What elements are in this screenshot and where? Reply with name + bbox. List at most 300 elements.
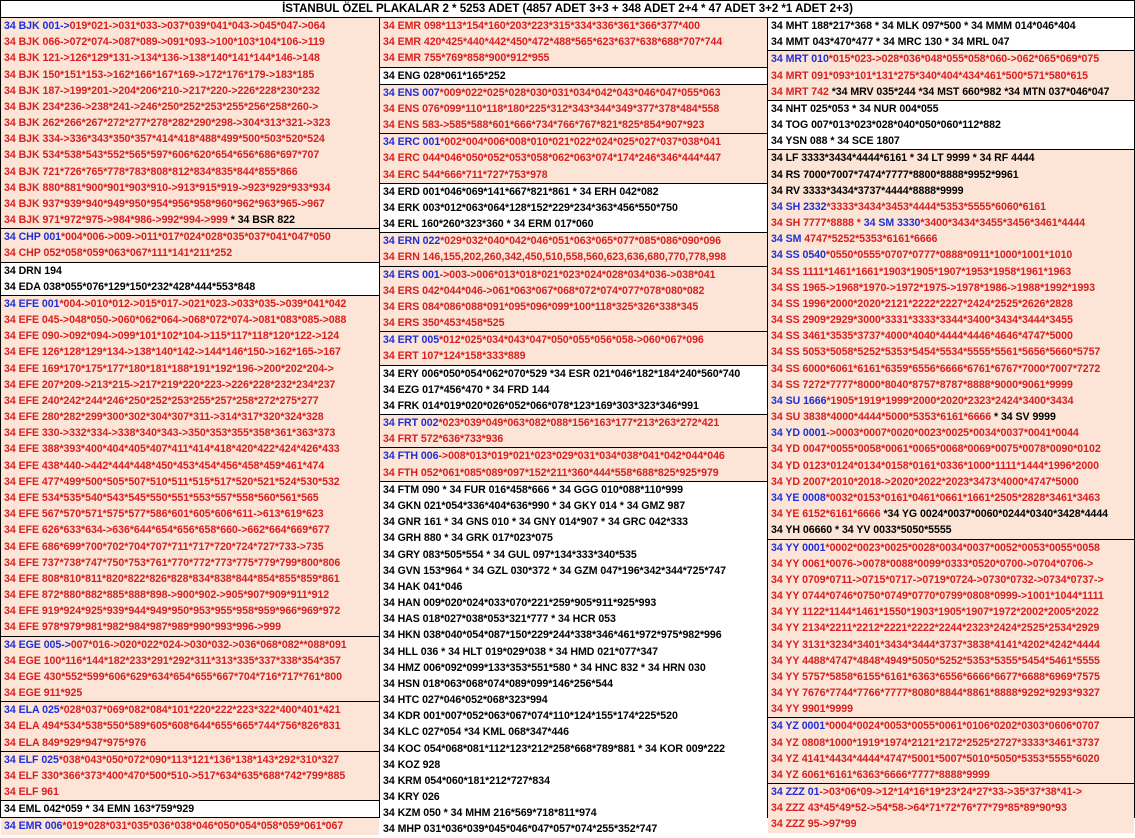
- plate-line: [1, 801, 379, 817]
- plate-numbers: *34 YG 0024*0037*0060*0244*0340*3428*4444: [880, 508, 1109, 521]
- plate-group: [380, 267, 767, 333]
- plate-line: [1, 441, 379, 457]
- plate-numbers: 34 KDR 001*007*052*063*067*074*110*124*155*174*225*520: [383, 710, 678, 723]
- plate-numbers: 34 ERC 044*046*050*052*053*058*062*063*074*174*246*346*444*447: [383, 152, 721, 165]
- plate-line: [1, 296, 379, 312]
- plate-numbers: 34 LF 3333*3434*4444*6161 * 34 LT 9999 * 34 RF 4444: [771, 152, 1035, 165]
- plate-numbers: 34 RS 7000*7007*7474*7777*8800*8888*9952*9961: [771, 168, 1019, 181]
- plate-group: [1, 637, 379, 703]
- plate-line: [768, 18, 1134, 34]
- plate-line: [380, 348, 767, 364]
- plate-group: [380, 85, 767, 135]
- plate-line: [380, 741, 767, 757]
- plate-line: [1, 653, 379, 669]
- plate-numbers: 34 YY 4488*4747*4848*4949*5050*5252*5353*5355*5454*5461*5555: [771, 654, 1100, 667]
- plate-line: [380, 773, 767, 789]
- plate-numbers: 34 ELF 330*366*373*400*470*500*510->517*634*635*688*742*799*885: [4, 769, 346, 782]
- plate-numbers: 34 FTH 052*061*085*089*097*152*211*360*444*558*688*825*925*979: [383, 466, 719, 479]
- plate-line: [380, 821, 767, 837]
- plate-line: [768, 264, 1134, 280]
- plate-line: [768, 718, 1134, 734]
- plate-line: [380, 660, 767, 676]
- plate-group: [380, 482, 767, 838]
- plate-line: [768, 312, 1134, 328]
- plate-numbers: 34 EGE 911*925: [4, 687, 83, 700]
- plate-line: [380, 68, 767, 84]
- plate-numbers: 34 EFE 388*393*400*404*405*407*411*414*418*420*422*424*426*433: [4, 443, 340, 456]
- plate-line: [768, 231, 1134, 247]
- plate-line: [768, 101, 1134, 117]
- plate-numbers: 34 HLL 036 * 34 HLT 019*029*038 * 34 HMD 021*077*347: [383, 645, 658, 658]
- plate-key: 34 FRT 002: [383, 417, 439, 430]
- plate-numbers: 34 YD 2007*2010*2018->2020*2022*2023*3473*4000*4747*5000: [771, 475, 1079, 488]
- plate-line: [380, 757, 767, 773]
- plate-numbers: 34 GRY 083*505*554 * 34 GUL 097*134*333*340*535: [383, 548, 637, 561]
- plate-numbers: 34 YSN 088 * 34 SCE 1807: [771, 135, 900, 148]
- plate-line: [768, 588, 1134, 604]
- plate-line: [1, 393, 379, 409]
- plate-line: [380, 431, 767, 447]
- plate-line: [1, 131, 379, 147]
- plate-numbers: 34 YY 7676*7744*7766*7777*8080*8844*8861*8888*9292*9293*9327: [771, 687, 1100, 700]
- plate-group: [1, 752, 379, 802]
- plate-numbers: 34 FRT 572*636*733*936: [383, 433, 504, 446]
- plate-line: [768, 328, 1134, 344]
- plate-numbers: 4747*5252*5353*6161*6666: [801, 233, 938, 246]
- plate-group: [1, 229, 379, 262]
- plate-line: [768, 474, 1134, 490]
- plate-line: [1, 818, 379, 834]
- plate-group: [1, 296, 379, 637]
- plate-line: [380, 398, 767, 414]
- plate-line: [1, 637, 379, 653]
- plate-numbers: *34 MRV 035*244 *34 MST 660*982 *34 MTN 037*046*047: [828, 85, 1110, 98]
- plate-numbers: 34 BJK 334->336*343*350*357*414*418*488*499*500*503*520*524: [4, 133, 325, 146]
- plate-numbers: 34 EFE 477*499*500*505*507*510*511*515*517*520*521*524*530*532: [4, 475, 340, 488]
- plate-numbers: 34 YY 0061*0076->0078*0088*0099*0333*0520*0700->0704*0706->: [771, 557, 1094, 570]
- plate-numbers: 34 YD 0123*0124*0134*0158*0161*0336*1000*1111*1444*1996*2000: [771, 459, 1099, 472]
- plate-numbers: 34 ENG 028*061*165*252: [383, 69, 506, 82]
- column-2: [380, 18, 768, 836]
- plate-line: [1, 263, 379, 279]
- plate-line: [1, 571, 379, 587]
- plate-numbers: 34 SS 6000*6061*6161*6359*6556*6666*6761*6767*7000*7007*7272: [771, 362, 1101, 375]
- plate-numbers: 34 HMZ 006*092*099*133*353*551*580 * 34 HNC 832 * 34 HRN 030: [383, 661, 706, 674]
- plate-numbers: 34 EFE 090->092*094->099*101*102*104->115*117*118*120*122->124: [4, 330, 340, 343]
- plate-numbers: 34 EGE 100*116*144*182*233*291*292*311*313*335*337*338*354*357: [4, 654, 341, 667]
- plate-numbers: 34 YY 9901*9999: [771, 703, 853, 716]
- plate-numbers: 34 SS 7272*7777*8000*8040*8757*8787*8888*9000*9061*9999: [771, 378, 1073, 391]
- plate-line: [768, 604, 1134, 620]
- plate-line: [380, 595, 767, 611]
- plate-group: [380, 366, 767, 416]
- plate-numbers: 34 GNR 161 * 34 GNS 010 * 34 GNY 014*907 * 34 GRC 042*333: [383, 516, 688, 529]
- plate-numbers: 34 EFE 808*810*811*820*822*826*828*834*838*844*854*855*859*861: [4, 572, 340, 585]
- plate-numbers: 34 HAK 041*046: [383, 580, 463, 593]
- plate-line: [768, 150, 1134, 166]
- plate-line: [768, 441, 1134, 457]
- plate-numbers: 34 GKN 021*054*336*404*636*990 * 34 GKY 014 * 34 GMZ 987: [383, 499, 686, 512]
- plate-numbers: 34 EFE 126*128*129*134->138*140*142->144*146*150->162*165->167: [4, 346, 341, 359]
- plate-numbers: 34 SS 3461*3535*3737*4000*4040*4444*4446*4646*4747*5000: [771, 330, 1073, 343]
- plate-line: [768, 751, 1134, 767]
- plate-numbers: 34 ERS 350*453*458*525: [383, 317, 505, 330]
- plate-numbers: 34 HKN 038*040*054*087*150*229*244*338*346*461*972*975*982*996: [383, 629, 722, 642]
- plate-line: [380, 644, 767, 660]
- plate-numbers: 34 EFE 872*880*882*885*888*898->900*902->905*907*909*911*912: [4, 589, 330, 602]
- plate-numbers: ->008*013*019*021*023*029*031*034*038*041*042*044*046: [438, 450, 725, 463]
- plate-line: [768, 800, 1134, 816]
- plate-key: 34 EGE 005->: [4, 638, 71, 651]
- plate-line: [1, 458, 379, 474]
- plate-numbers: 34 RV 3333*3434*3737*4444*8888*9999: [771, 184, 964, 197]
- plate-line: [380, 498, 767, 514]
- plate-numbers: 34 FRK 014*019*020*026*052*066*078*123*169*303*323*346*991: [383, 399, 699, 412]
- plate-numbers: 34 EFE 045->048*050->060*062*064->068*072*074->081*083*085->088: [4, 314, 347, 327]
- plate-line: [768, 215, 1134, 231]
- plate-group: [768, 540, 1134, 719]
- plate-line: [768, 767, 1134, 783]
- plate-group: [768, 101, 1134, 151]
- plate-line: [768, 816, 1134, 832]
- plate-line: [1, 344, 379, 360]
- plate-line: [1, 164, 379, 180]
- plate-line: [380, 415, 767, 431]
- plate-line: [768, 685, 1134, 701]
- plate-numbers: 34 EMR 420*425*440*442*450*472*488*565*623*637*638*688*707*744: [383, 36, 723, 49]
- plate-numbers: 34 MRT 091*093*101*131*275*340*404*434*461*500*571*580*615: [771, 69, 1088, 82]
- plate-numbers: 34 EFE 330->332*334->338*340*343->350*353*355*358*361*363*373: [4, 427, 336, 440]
- plate-line: [768, 199, 1134, 215]
- plate-numbers: 34 EFE 280*282*299*300*302*304*307*311->314*317*320*324*328: [4, 411, 324, 424]
- plate-numbers: 34 ERS 084*086*088*091*095*096*099*100*118*325*326*338*345: [383, 300, 699, 313]
- plate-numbers: 34 YH 06660 * 34 YV 0033*5050*5555: [771, 524, 952, 537]
- plate-numbers: 34 BJK 234*236->238*241->246*250*252*253*255*256*258*260->: [4, 100, 319, 113]
- plate-numbers: 34 BJK 534*538*543*552*565*597*606*620*654*656*686*697*707: [4, 149, 320, 162]
- plate-numbers: 34 CHP 052*058*059*063*067*111*141*211*252: [4, 247, 233, 260]
- plate-numbers: *3333*3434*3453*4444*5353*5555*6060*6161: [826, 200, 1046, 213]
- plate-group: [380, 448, 767, 481]
- plate-numbers: 34 YZ 0808*1000*1919*1974*2121*2172*2525*2727*3333*3461*3737: [771, 736, 1100, 749]
- plate-numbers: 34 ENS 076*099*110*118*180*225*312*343*344*349*377*378*484*558: [383, 102, 720, 115]
- plate-line: [768, 735, 1134, 751]
- plate-numbers: 34 TOG 007*013*023*028*040*050*060*112*882: [771, 119, 1001, 132]
- plate-key: 34 EFE 001: [4, 297, 60, 310]
- plate-line: [768, 556, 1134, 572]
- plate-line: [380, 805, 767, 821]
- plate-line: [768, 377, 1134, 393]
- plate-numbers: 34 ELA 849*929*947*975*976: [4, 736, 147, 749]
- plate-numbers: *004*006->009->011*017*024*028*035*037*041*047*050: [61, 231, 331, 244]
- plate-numbers: 34 EFE 240*242*244*246*250*252*253*255*257*258*272*275*277: [4, 394, 319, 407]
- plate-line: [1, 245, 379, 261]
- plate-line: [380, 167, 767, 183]
- plate-key: 34 ERS 001: [383, 268, 440, 281]
- plate-line: [1, 83, 379, 99]
- plate-numbers: 34 ERC 544*666*711*727*753*978: [383, 168, 548, 181]
- plate-numbers: 34 EFE 207*209->213*215->217*219*220*223->226*228*232*234*237: [4, 378, 336, 391]
- plate-numbers: 34 YY 2134*2211*2212*2221*2222*2244*2323*2424*2525*2534*2929: [771, 622, 1100, 635]
- plate-numbers: 34 ERN 146,155,202,260,342,450,510,558,560,623,636,680,770,778,998: [383, 251, 727, 264]
- plate-numbers: 34 BJK 066->072*074->087*089->091*093->100*103*104*106->119: [4, 36, 325, 49]
- plate-line: [380, 382, 767, 398]
- plate-line: [1, 67, 379, 83]
- plate-group: [768, 150, 1134, 539]
- plate-numbers: 34 EML 042*059 * 34 EMN 163*759*929: [4, 803, 195, 816]
- plate-numbers: 34 HAS 018*027*038*053*321*777 * 34 HCR 053: [383, 613, 616, 626]
- plate-line: [768, 393, 1134, 409]
- plate-line: [1, 555, 379, 571]
- plate-numbers: *029*032*040*042*046*051*063*065*077*085*086*090*096: [440, 235, 721, 248]
- plate-numbers: 34 YY 3131*3234*3401*3434*3444*3737*3838*4141*4202*4242*4444: [771, 638, 1100, 651]
- plate-line: [768, 133, 1134, 149]
- plate-numbers: 34 EFE 567*570*571*575*577*586*601*605*606*611->613*619*623: [4, 508, 324, 521]
- plate-key: 34 ERC 001: [383, 136, 441, 149]
- plate-line: [380, 117, 767, 133]
- plate-numbers: 34 SH 7777*8888 *: [771, 217, 864, 230]
- plate-line: [380, 676, 767, 692]
- plate-numbers: 34 KZM 050 * 34 MHM 216*569*718*811*974: [383, 807, 597, 820]
- plate-key: 34 ENS 007: [383, 86, 440, 99]
- plate-line: [1, 425, 379, 441]
- plate-line: [768, 637, 1134, 653]
- plate-line: [380, 50, 767, 66]
- plate-numbers: ->003->006*013*018*021*023*024*028*034*036->038*041: [439, 268, 716, 281]
- plate-line: [380, 724, 767, 740]
- plate-line: [1, 685, 379, 701]
- plate-numbers: 34 BJK 721*726*765*778*783*808*812*834*835*844*855*866: [4, 165, 298, 178]
- plate-line: [380, 249, 767, 265]
- page-title: İSTANBUL ÖZEL PLAKALAR 2 * 5253 ADET (4857 ADET 3+3 + 348 ADET 2+4 * 47 ADET 3+2 *1 ADET 2+3): [1, 1, 1134, 18]
- plate-numbers: 34 ZZZ 95->97*99: [771, 818, 857, 831]
- plate-numbers: 34 YY 5757*5858*6155*6161*6363*6556*6666*6677*6688*6969*7575: [771, 670, 1100, 683]
- plate-line: [380, 299, 767, 315]
- plate-line: [1, 312, 379, 328]
- plate-numbers: 34 NHT 025*053 * 34 NUR 004*055: [771, 102, 939, 115]
- plate-numbers: 34 YE 6152*6161*6666: [771, 508, 881, 521]
- plate-line: [1, 735, 379, 751]
- plate-line: [768, 51, 1134, 67]
- plate-numbers: 34 HAN 009*020*024*033*070*221*259*905*911*925*993: [383, 597, 657, 610]
- plate-group: [768, 718, 1134, 784]
- plate-line: [768, 572, 1134, 588]
- plate-numbers: 34 SS 2909*2929*3000*3331*3333*3344*3400*3434*3444*3455: [771, 314, 1073, 327]
- plate-line: [380, 283, 767, 299]
- plate-line: [380, 448, 767, 464]
- plate-line: [380, 366, 767, 382]
- plate-line: [768, 409, 1134, 425]
- plate-line: [1, 702, 379, 718]
- plate-line: [768, 522, 1134, 538]
- plate-line: [768, 34, 1134, 50]
- plate-line: [1, 490, 379, 506]
- plate-line: [1, 539, 379, 555]
- plate-line: [380, 579, 767, 595]
- plate-line: [380, 708, 767, 724]
- plate-numbers: 34 ELF 961: [4, 786, 59, 799]
- plate-numbers: 34 YZ 6061*6161*6363*6666*7777*8888*9999: [771, 768, 990, 781]
- plate-numbers: 34 ZZZ 43*45*49*52->54*58->64*71*72*76*77*79*85*89*90*93: [771, 802, 1067, 815]
- plate-numbers: 34 EGE 430*552*599*606*629*634*654*655*667*704*716*717*761*800: [4, 670, 342, 683]
- plate-line: [380, 85, 767, 101]
- plate-numbers: 34 ERT 107*124*158*333*889: [383, 350, 526, 363]
- plate-numbers: *009*022*025*028*030*031*034*042*043*046*047*055*063: [439, 86, 721, 99]
- plate-key: 34 SH 2332: [771, 200, 827, 213]
- plate-numbers: 34 HTC 027*046*052*068*323*994: [383, 694, 548, 707]
- plate-key: 34 ELF 025: [4, 753, 59, 766]
- plate-line: [380, 34, 767, 50]
- plate-key: 34 FTH 006: [383, 450, 439, 463]
- plate-key: 34 YY 0001: [771, 541, 826, 554]
- plate-numbers: 34 BJK 262*266*267*272*277*278*282*290*298->304*313*321->323: [4, 117, 331, 130]
- plate-numbers: 34 EFE 626*633*634->636*644*654*656*658*660->662*664*669*677: [4, 524, 330, 537]
- plate-numbers: 34 FTM 090 * 34 FUR 016*458*666 * 34 GGG 010*088*110*999: [383, 483, 683, 496]
- plate-numbers: 34 BJK 187->199*201->204*206*210->217*220->226*228*230*232: [4, 84, 320, 97]
- plate-line: [768, 296, 1134, 312]
- plate-line: [1, 361, 379, 377]
- plate-line: [768, 653, 1134, 669]
- plate-line: [380, 465, 767, 481]
- plate-line: [1, 279, 379, 295]
- plate-line: [768, 701, 1134, 717]
- plate-numbers: 34 BJK 971*972*975->984*986->992*994->999: [4, 214, 228, 227]
- plate-line: [1, 474, 379, 490]
- plate-numbers: ->03*06*09->12*14*16*19*23*24*27*33->35*37*38*41->: [819, 786, 1083, 799]
- plate-group: [380, 18, 767, 68]
- plate-numbers: 34 KLC 027*054 *34 KML 068*347*446: [383, 726, 569, 739]
- plate-line: [380, 789, 767, 805]
- plate-group: [1, 702, 379, 752]
- plate-numbers: *015*023->028*036*048*055*058*060->062*065*069*075: [828, 53, 1100, 66]
- plate-numbers: 34 SU 3838*4000*4444*5000*5353*6161*6666: [771, 411, 992, 424]
- plate-numbers: *004->010*012->015*017->021*023->033*035->039*041*042: [59, 297, 347, 310]
- plate-line: [768, 784, 1134, 800]
- plate-numbers: 34 YY 0709*0711->0715*0717->0719*0724->0730*0732->0734*0737->: [771, 573, 1104, 586]
- plate-key: 34 YD 0001: [771, 427, 827, 440]
- column-3: [768, 18, 1134, 831]
- plate-numbers: 34 YY 0744*0746*0750*0749*0770*0799*0808*0999->1001*1044*1111: [771, 590, 1104, 603]
- plate-numbers: 34 YD 0047*0055*0058*0061*0065*0068*0069*0075*0078*0090*0102: [771, 443, 1101, 456]
- plate-line: [1, 147, 379, 163]
- plate-line: [380, 563, 767, 579]
- plate-numbers: 34 EFE 534*535*540*543*545*550*551*553*557*558*560*561*565: [4, 491, 319, 504]
- plate-line: [768, 620, 1134, 636]
- plate-numbers: 34 SS 5053*5058*5252*5353*5454*5534*5555*5561*5656*5660*5757: [771, 346, 1101, 359]
- plate-numbers: *019*028*031*035*036*038*046*050*054*058*059*061*067: [62, 820, 344, 833]
- plate-line: [1, 768, 379, 784]
- plate-numbers: 34 MRT 742: [771, 85, 829, 98]
- plate-numbers: 34 EFE 919*924*925*939*944*949*950*953*955*958*959*966*969*972: [4, 605, 341, 618]
- plate-key: 34 ZZZ 01: [771, 786, 820, 799]
- plate-numbers: 34 MHT 188*217*368 * 34 MLK 097*500 * 34 MMM 014*046*404: [771, 20, 1076, 32]
- plate-line: [1, 99, 379, 115]
- plate-key: 34 SM 3330: [863, 217, 921, 230]
- plate-line: [768, 669, 1134, 685]
- plate-line: [380, 267, 767, 283]
- plate-group: [380, 134, 767, 184]
- plate-line: [768, 280, 1134, 296]
- plate-numbers: 34 KOC 054*068*081*112*123*212*258*668*789*881 * 34 KOR 009*222: [383, 742, 726, 755]
- plate-numbers: 34 BJK 150*151*153->162*166*167*169->172*176*179->183*185: [4, 68, 315, 81]
- plate-numbers: *1905*1919*1999*2000*2020*2323*2424*3400*3434: [826, 394, 1074, 407]
- plate-numbers: 34 ERL 160*260*323*360 * 34 ERM 017*060: [383, 218, 594, 231]
- plate-line: [768, 425, 1134, 441]
- plate-line: [1, 587, 379, 603]
- plate-line: [1, 603, 379, 619]
- plate-line: [1, 669, 379, 685]
- plate-key: 34 MRT 010: [771, 53, 829, 66]
- plate-line: [380, 514, 767, 530]
- plate-numbers: 34 YZ 4141*4434*4444*4747*5001*5007*5010*5050*5353*5555*6020: [771, 752, 1100, 765]
- plate-numbers: 34 BJK 121->126*129*131->134*136->138*140*141*144*146->148: [4, 52, 320, 65]
- plate-numbers: *0004*0024*0053*0055*0061*0106*0202*0303*0606*0707: [825, 720, 1100, 733]
- plate-numbers: 34 EFE 438*440->442*444*448*450*453*454*456*458*459*461*474: [4, 459, 325, 472]
- plate-key: 34 CHP 001: [4, 231, 62, 244]
- plate-numbers: * 34 SV 9999: [991, 411, 1056, 424]
- plate-numbers: *0032*0153*0161*0461*0661*1661*2505*2828*3461*3463: [825, 491, 1101, 504]
- plate-group: [768, 51, 1134, 101]
- plate-key: 34 ELA 025: [4, 704, 60, 717]
- plate-key: 34 ERT 005: [383, 334, 440, 347]
- plate-numbers: *023*039*049*063*082*088*156*163*177*213*263*272*421: [438, 417, 720, 430]
- plate-line: [1, 180, 379, 196]
- plate-numbers: 34 BJK 937*939*940*949*950*954*956*958*960*962*963*965->967: [4, 197, 325, 210]
- plate-line: [1, 212, 379, 228]
- plate-numbers: 34 EFE 169*170*175*177*180*181*188*191*192*196->200*202*204->: [4, 362, 334, 375]
- plate-key: 34 SM: [771, 233, 802, 246]
- plate-line: [768, 540, 1134, 556]
- plate-line: [1, 784, 379, 800]
- plate-line: [1, 752, 379, 768]
- plate-numbers: *038*043*050*072*090*113*121*136*138*143*292*310*327: [58, 753, 340, 766]
- plate-line: [768, 506, 1134, 522]
- plate-numbers: *0550*0555*0707*0777*0888*0911*1000*1001*1010: [825, 249, 1073, 262]
- plate-numbers: *012*025*034*043*047*050*055*056*058->060*067*096: [439, 334, 704, 347]
- plate-numbers: 34 EDA 038*055*076*129*150*232*428*444*553*848: [4, 280, 256, 293]
- plate-numbers: 34 GRH 880 * 34 GRK 017*023*075: [383, 532, 553, 545]
- plate-numbers: * 34 BSR 822: [227, 214, 295, 227]
- plate-numbers: 34 KRY 026: [383, 791, 440, 804]
- plate-numbers: 34 DRN 194: [4, 264, 62, 277]
- plate-numbers: 34 MMT 043*470*477 * 34 MRC 130 * 34 MRL 047: [771, 36, 1010, 49]
- plate-key: 34 YZ 0001: [771, 720, 826, 733]
- plate-numbers: *3400*3434*3455*3456*3461*4444: [920, 217, 1086, 230]
- plate-numbers: ->0003*0007*0020*0023*0025*0034*0037*0041*0044: [826, 427, 1079, 440]
- plate-line: [1, 196, 379, 212]
- plate-numbers: 34 BJK 880*881*900*901*903*910->913*915*919->923*929*933*934: [4, 181, 331, 194]
- plate-group: [380, 233, 767, 266]
- plate-line: [768, 167, 1134, 183]
- plate-numbers: 34 EFE 686*699*700*702*704*707*711*717*720*724*727*733->735: [4, 540, 324, 553]
- plate-line: [1, 506, 379, 522]
- plate-line: [1, 229, 379, 245]
- plate-numbers: 34 SS 1111*1461*1661*1903*1905*1907*1953*1958*1961*1963: [771, 265, 1072, 278]
- plate-group: [1, 818, 379, 834]
- plate-numbers: 34 KRM 054*060*181*212*727*834: [383, 774, 550, 787]
- plate-line: [1, 18, 379, 34]
- plate-group: [1, 263, 379, 296]
- plate-group: [380, 68, 767, 85]
- plate-line: [768, 183, 1134, 199]
- plate-line: [380, 627, 767, 643]
- plate-line: [768, 247, 1134, 263]
- plate-line: [380, 200, 767, 216]
- plate-numbers: *002*004*006*008*010*021*022*024*025*027*037*038*041: [440, 136, 721, 149]
- plate-line: [1, 115, 379, 131]
- plate-line: [768, 344, 1134, 360]
- plate-numbers: 34 GVN 153*964 * 34 GZL 030*372 * 34 GZM 047*196*342*344*725*747: [383, 564, 726, 577]
- plate-line: [380, 530, 767, 546]
